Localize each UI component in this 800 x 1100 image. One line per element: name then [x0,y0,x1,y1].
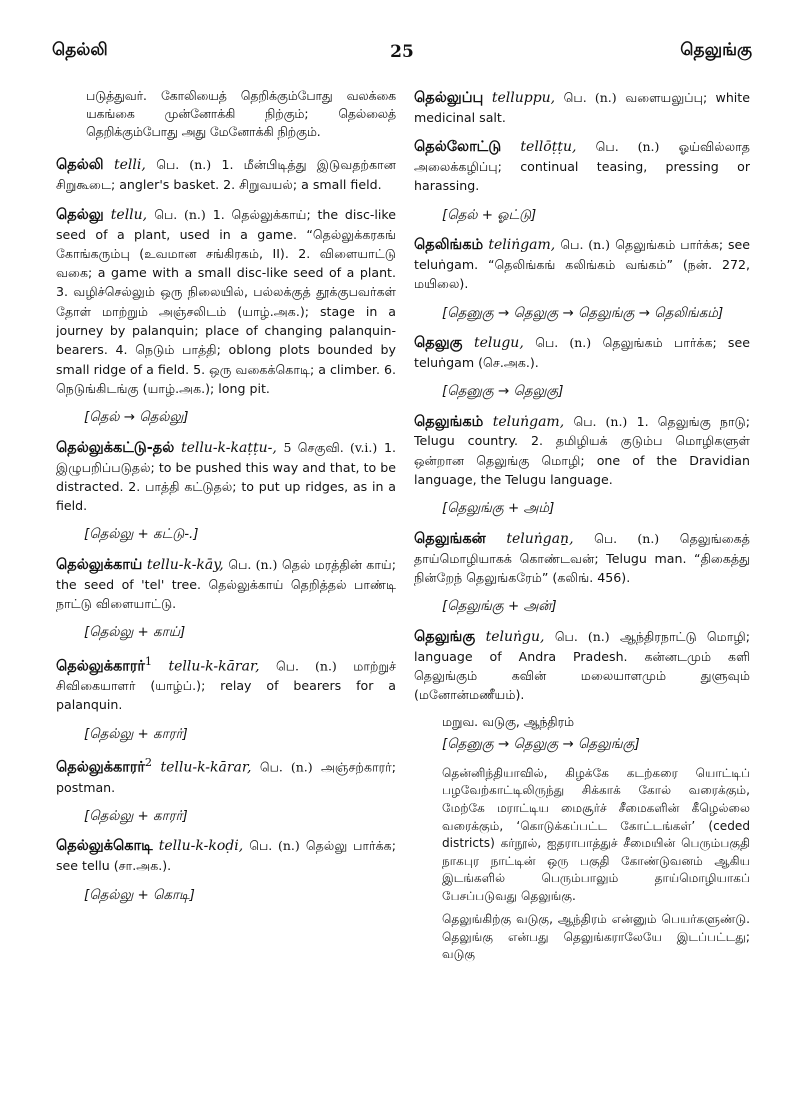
part-of-speech: பெ. (n.) [249,838,300,854]
part-of-speech: பெ. (n.) [573,413,628,429]
usage-note: தெலுங்கிற்கு வடுகு, ஆந்திரம் என்னும் பெயர்களுண்டு. தெலுங்கு என்பது தெலுங்கராலேயே இடப்பட்டது; வடுகு [442,912,750,962]
etymology: [தெல் → தெல்லு] [84,410,189,426]
part-of-speech: பெ. (n.) [275,658,337,674]
definition: மாற்றுச் சிவிகையாளர் (யாழ்ப்.); relay of bearers for a palanquin. [56,658,396,713]
transliteration: teliṅgam, [488,237,556,254]
headword: தெல்லுக்காரர் [56,759,145,776]
part-of-speech: பெ. (n.) [595,139,660,155]
entry-telungu [414,627,750,964]
part-of-speech: பெ. (n.) [156,157,212,173]
definition: தெலுங்கம் பார்க்க; see teluṅgam. “தெலிங்கங் கலிங்கம் வங்கம்” (நன். 272, மயிலை). [414,237,750,292]
etymology: [தெனுகு → தெலுகு → தெலுங்கு] [442,737,640,753]
definition: ஆந்திரநாட்டு மொழி; language of Andra Pradesh. கன்னடமும் களி தெலுங்கும் கவின் மலையாளமும் துளுவும் (மனோன்மணீயம்). [414,628,750,703]
entry-telluppu [414,88,750,128]
definition: ஓய்வில்லாத அலைக்கழிப்பு; continual teasing, pressing or harassing. [414,139,750,194]
etymology: [தெல்லு + கட்டு-.] [84,527,199,543]
etymology: [தெல்லு + காரர்] [84,726,188,742]
definition: 1. இழுபறிப்படுதல்; to be pushed this way and that, to be distracted. 2. பாத்தி கட்டுதல்; to put up ridges, as in a field. [56,439,396,514]
page-number: 25 [390,42,414,62]
headword: தெல்லு [56,206,104,223]
headword: தெலுங்கு [414,628,476,645]
headword: தெலுங்கன் [414,530,486,547]
part-of-speech: பெ. (n.) [563,90,617,105]
definition: தெலுங்கம் பார்க்க; see teluṅgam (செ.அக.). [414,334,750,370]
continued-text: படுத்துவர். கோலியைத் தெறிக்கும்போது வலக்கை யகங்கை முன்னோக்கி நிற்கும்; தெல்லைத் தெறிக்கும்போது அது மேனோக்கி நிற்கும். [86,89,396,139]
entry-telli [56,155,396,195]
guide-word-left: தெல்லி [52,40,108,60]
definition: அஞ்சற்காரர்; postman. [56,759,396,795]
transliteration: telli, [113,157,146,174]
headword: தெல்லி [56,157,104,174]
part-of-speech: 5 செகுவி. (v.i.) [283,439,378,455]
transliteration: telugu, [473,334,524,351]
headword: தெல்லுக்காய் [56,556,143,573]
transliteration: tellōṭṭu, [520,139,577,156]
entry-tellottu [414,137,750,225]
part-of-speech: பெ. (n.) [554,628,610,644]
part-of-speech: பெ. (n.) [594,530,660,546]
part-of-speech: பெ. (n.) [259,759,313,775]
etymology: [தெல்லு + காய்] [84,625,186,641]
headword: தெலிங்கம் [414,237,484,254]
etymology: [தெனுகு → தெலுகு] [442,384,564,400]
etymology: [தெல் + ஓட்டு] [442,207,537,223]
transliteration: tellu, [110,206,148,223]
page-header [52,40,752,74]
transliteration: tellu-k-kārar, [160,759,252,776]
part-of-speech: பெ. (n.) [228,556,278,572]
headword: தெலுங்கம் [414,413,484,430]
right-column [414,88,750,1088]
part-of-speech: பெ. (n.) [560,237,611,253]
entry-tellukkarar-1 [56,653,396,744]
etymology: [தெல்லு + கொடி] [84,887,195,903]
transliteration: telluppu, [491,90,556,106]
transliteration: tellu-k-kārar, [168,658,260,675]
entry-tellukkarar-2 [56,754,396,826]
transliteration: teluṅgaṉ, [506,530,574,547]
transliteration: tellu-k-koḍi, [158,838,244,855]
entry-tellu [56,205,396,428]
usage-note: தென்னிந்தியாவில், கிழக்கே கடற்கரை யொட்டிப் பழவேற்காட்டிலிருந்து சிக்காக் கோல் வரைக்கும், மேற்கே மராட்டிய மைசூர்ச் சீமைகளின் கீழெல்லை வரைக்கும், ‘கொடுக்கப்பட்ட கோட்டங்கள்’ (ceded districts) கர்நூல், ஐதராபாத்துச் சீமையின் பெரும்பகுதி நாகபுர நாட்டின் ஒரு பகுதி கோண்டுவனம் ஆகிய இடங்களில் பெரும்பாலும் தாய்மொழியாகப் பேசப்படுவது தெலுங்கு. [442,765,750,903]
definition: 1. மீன்பிடித்து இடுவதற்கான சிறுகூடை; angler's basket. 2. சிறுவயல்; a small field. [56,157,396,193]
left-column [56,88,396,1088]
part-of-speech: பெ. (n.) [535,334,592,350]
entry-telingam [414,235,750,323]
definition: 1. தெல்லுக்காய்; the disc-like seed of a plant, used in a game. “தெல்லுக்கரகங் கோங்கரும்பு (உவமான சங்கிரகம், II). 2. விளையாட்டு வகை; a game with a small disc-like seed of a plant. 3. வழிச்செல்லும் ஒரு நிலையில், பல்லக்குத் தூக்குபவர்கள் தோள் மாற்றும் அஞ்சலிடம் (யாழ்.அக.); stage in a journey by palanquin; place of changing palanquin-bearers. 4. நெடும் பாத்தி; oblong plots bounded by small ridge of a field. 5. ஒரு வகைக்கொடி; a climber. 6. நெடுங்கிடங்கு (யாழ்.அக.); long pit. [56,206,396,396]
homonym-number: 2 [144,755,153,770]
definition: தெல்லு பார்க்க; see tellu (சா.அக.). [56,838,396,874]
entry-telungan [414,529,750,617]
transliteration: teluṅgam, [492,413,565,430]
headword: தெல்லுக்கட்டு-தல் [56,439,175,456]
headword: தெல்லுப்பு [414,90,484,106]
definition: தெல் மரத்தின் காய்; the seed of 'tel' tree. தெல்லுக்காய் தெறித்தல் பாண்டி நாட்டு விளையாட்டு. [56,556,396,612]
guide-word-right: தெலுங்கு [680,40,752,60]
homonym-number: 1 [144,653,153,668]
transliteration: tellu-k-kaṭṭu-, [180,439,277,456]
etymology: [தெலுங்கு + அன்] [442,599,557,615]
definition: 1. தெலுங்கு நாடு; Telugu country. 2. தமிழியக் குடும்ப மொழிகளுள் ஒன்றான தெலுங்கு மொழி; one of the Dravidian language, the Telugu language. [414,413,750,488]
entry-tellukkattu [56,438,396,545]
headword: தெல்லுக்காரர் [56,658,145,675]
headword: தெல்லோட்டு [414,139,502,156]
entry-tellukkay [56,555,396,643]
synonyms: மறுவ. வடுகு, ஆந்திரம் [442,714,574,730]
entry-telungam [414,412,750,519]
headword: தெல்லுக்கொடி [56,838,153,855]
definition: வளையலுப்பு; white medicinal salt. [414,90,750,125]
headword: தெலுகு [414,334,463,351]
transliteration: teluṅgu, [485,628,545,645]
etymology: [தெலுங்கு + அம்] [442,501,555,517]
definition: தெலுங்கைத் தாய்மொழியாகக் கொண்டவன்; Telugu man. “திகைத்து நின்றேந் தெலுங்கரேம்” (கலிங். 456). [414,530,750,585]
entry-telugu [414,333,750,402]
etymology: [தெல்லு + காரர்] [84,808,188,824]
transliteration: tellu-k-kāy, [146,556,224,573]
etymology: [தெனுகு → தெலுகு → தெலுங்கு → தெலிங்கம்] [442,305,724,321]
entry-tellukkodi [56,836,396,905]
part-of-speech: பெ. (n.) [154,206,206,222]
